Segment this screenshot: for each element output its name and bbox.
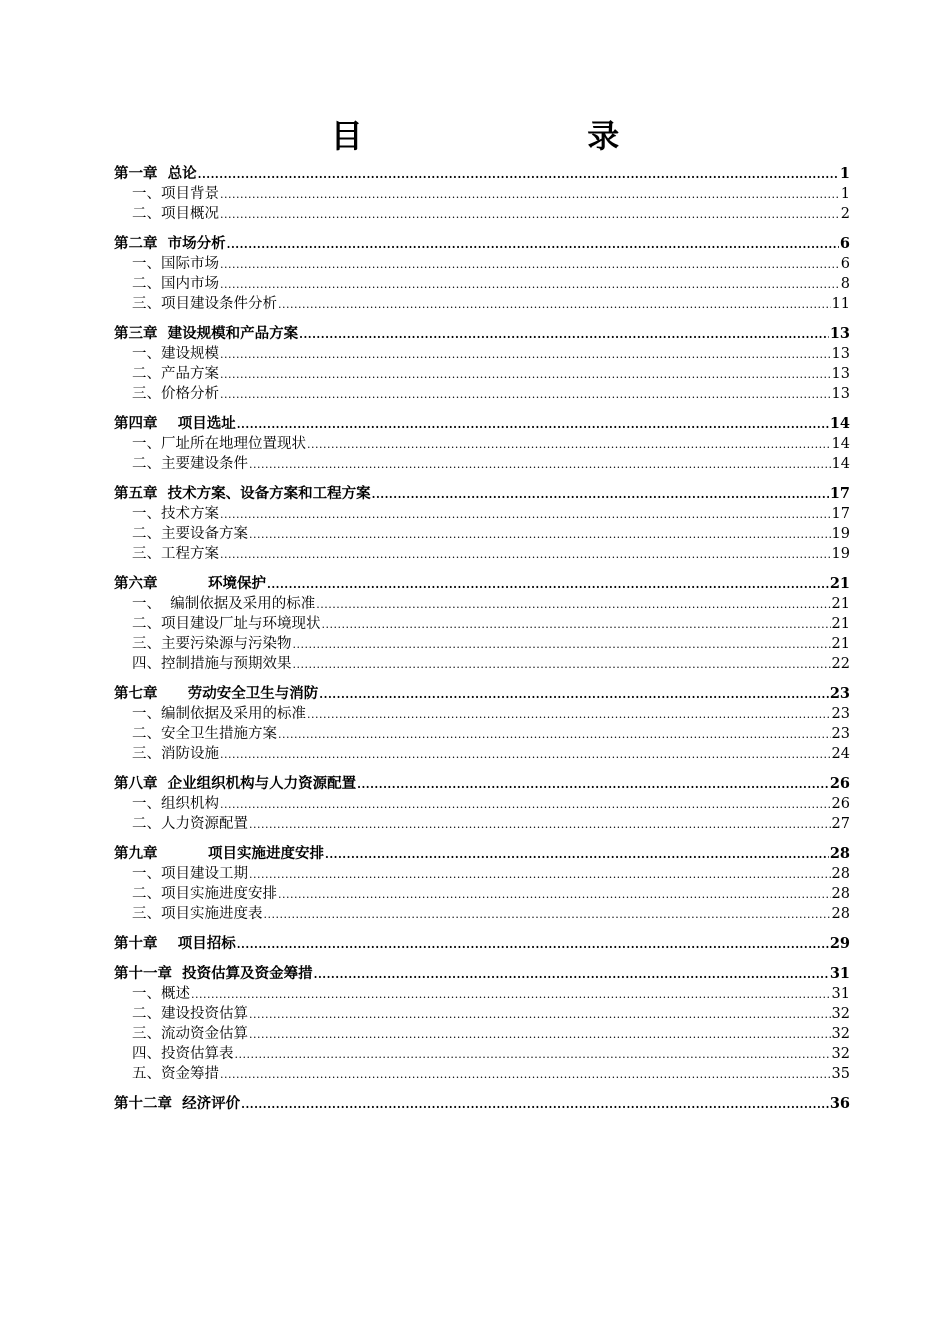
toc-page-number: 32 — [831, 1006, 850, 1022]
dot-leader — [325, 845, 829, 865]
toc-section-entry[interactable] — [114, 1064, 850, 1084]
dot-leader — [249, 455, 831, 475]
toc-section-entry[interactable] — [114, 1004, 850, 1024]
toc-section-entry[interactable] — [114, 204, 850, 224]
toc-chapter-entry[interactable] — [114, 574, 850, 594]
toc-page-number: 13 — [831, 386, 850, 402]
toc-page-number: 28 — [829, 845, 850, 862]
toc-entry-label: 二、建设投资估算 — [132, 1006, 248, 1022]
dot-leader — [220, 185, 840, 205]
dot-leader — [307, 435, 831, 455]
dot-leader — [293, 655, 831, 675]
toc-entry-label: 一、建设规模 — [132, 346, 219, 362]
toc-page-number: 22 — [831, 656, 850, 672]
dot-leader — [299, 325, 829, 345]
toc-page-number: 32 — [831, 1046, 850, 1062]
dot-leader — [319, 685, 829, 705]
dot-leader — [241, 1095, 829, 1115]
toc-section-entry[interactable] — [114, 614, 850, 634]
toc-entry-label: 一、国际市场 — [132, 256, 219, 272]
toc-entry-label: 第九章 项目实施进度安排 — [114, 845, 324, 862]
toc-section-entry[interactable] — [114, 544, 850, 564]
toc-chapter-entry[interactable] — [114, 324, 850, 344]
toc-entry-label: 第十一章 投资估算及资金筹措 — [114, 965, 313, 982]
toc-entry-label: 二、项目概况 — [132, 206, 219, 222]
toc-entry-label: 三、消防设施 — [132, 746, 219, 762]
toc-entry-label: 一、组织机构 — [132, 796, 219, 812]
toc-section-entry[interactable] — [114, 794, 850, 814]
dot-leader — [220, 345, 831, 365]
toc-page-number: 23 — [829, 685, 850, 702]
toc-chapter-entry[interactable] — [114, 1094, 850, 1114]
toc-page-number: 14 — [829, 415, 850, 432]
toc-section-entry[interactable] — [114, 634, 850, 654]
toc-section-entry[interactable] — [114, 984, 850, 1004]
toc-page-number: 13 — [831, 346, 850, 362]
dot-leader — [198, 165, 839, 185]
dot-leader — [220, 795, 831, 815]
toc-section-entry[interactable] — [114, 1024, 850, 1044]
toc-entry-label: 第八章 企业组织机构与人力资源配置 — [114, 775, 357, 792]
toc-chapter-entry[interactable] — [114, 164, 850, 184]
toc-entry-label: 第一章 总论 — [114, 165, 197, 182]
toc-section-entry[interactable] — [114, 904, 850, 924]
toc-page-number: 26 — [829, 775, 850, 792]
toc-page-number: 11 — [831, 296, 850, 312]
toc-page-number: 14 — [831, 456, 850, 472]
toc-chapter-entry[interactable] — [114, 964, 850, 984]
dot-leader — [220, 545, 831, 565]
toc-section-entry[interactable] — [114, 434, 850, 454]
toc-section-entry[interactable] — [114, 724, 850, 744]
toc-page-number: 28 — [831, 866, 850, 882]
toc-entry-label: 三、工程方案 — [132, 546, 219, 562]
toc-page-number: 21 — [831, 596, 850, 612]
dot-leader — [249, 815, 831, 835]
dot-leader — [278, 885, 831, 905]
table-of-contents — [114, 164, 850, 1114]
toc-section-entry[interactable] — [114, 524, 850, 544]
toc-entry-label: 第五章 技术方案、设备方案和工程方案 — [114, 485, 371, 502]
page-title: 目 录 — [330, 117, 656, 155]
toc-entry-label: 第七章 劳动安全卫生与消防 — [114, 685, 319, 702]
toc-page-number: 23 — [831, 706, 850, 722]
toc-page-number: 13 — [829, 325, 850, 342]
toc-chapter-entry[interactable] — [114, 684, 850, 704]
toc-chapter-entry[interactable] — [114, 414, 850, 434]
toc-page-number: 13 — [831, 366, 850, 382]
dot-leader — [237, 415, 829, 435]
toc-section-entry[interactable] — [114, 454, 850, 474]
toc-entry-label: 第十二章 经济评价 — [114, 1095, 241, 1112]
toc-page-number: 6 — [839, 235, 850, 252]
toc-entry-label: 二、主要建设条件 — [132, 456, 248, 472]
dot-leader — [267, 575, 829, 595]
toc-page-number: 21 — [829, 575, 850, 592]
toc-chapter-entry[interactable] — [114, 934, 850, 954]
toc-entry-label: 四、控制措施与预期效果 — [132, 656, 292, 672]
toc-entry-label: 三、主要污染源与污染物 — [132, 636, 292, 652]
toc-page-number: 21 — [831, 636, 850, 652]
toc-entry-label: 第六章 环境保护 — [114, 575, 266, 592]
toc-page-number: 21 — [831, 616, 850, 632]
dot-leader — [372, 485, 829, 505]
toc-page-number: 1 — [840, 186, 850, 202]
toc-page-number: 36 — [829, 1095, 850, 1112]
toc-page-number: 26 — [831, 796, 850, 812]
dot-leader — [264, 905, 831, 925]
toc-entry-label: 二、主要设备方案 — [132, 526, 248, 542]
toc-section-entry[interactable] — [114, 654, 850, 674]
toc-page-number: 19 — [831, 546, 850, 562]
toc-section-entry[interactable] — [114, 344, 850, 364]
toc-entry-label: 二、项目建设厂址与环境现状 — [132, 616, 321, 632]
dot-leader — [235, 1045, 831, 1065]
toc-entry-label: 五、资金筹措 — [132, 1066, 219, 1082]
toc-entry-label: 四、投资估算表 — [132, 1046, 234, 1062]
toc-chapter-entry[interactable] — [114, 774, 850, 794]
dot-leader — [191, 985, 831, 1005]
toc-page-number: 17 — [829, 485, 850, 502]
toc-entry-label: 三、价格分析 — [132, 386, 219, 402]
toc-entry-label: 二、国内市场 — [132, 276, 219, 292]
toc-page-number: 14 — [831, 436, 850, 452]
toc-section-entry[interactable] — [114, 274, 850, 294]
toc-page-number: 31 — [831, 986, 850, 1002]
toc-section-entry[interactable] — [114, 864, 850, 884]
toc-section-entry[interactable] — [114, 594, 850, 614]
toc-entry-label: 第三章 建设规模和产品方案 — [114, 325, 299, 342]
dot-leader — [278, 295, 831, 315]
toc-entry-label: 三、项目建设条件分析 — [132, 296, 277, 312]
dot-leader — [220, 255, 840, 275]
dot-leader — [237, 935, 829, 955]
toc-page-number: 27 — [831, 816, 850, 832]
toc-section-entry[interactable] — [114, 294, 850, 314]
toc-page-number: 32 — [831, 1026, 850, 1042]
dot-leader — [220, 365, 831, 385]
dot-leader — [293, 635, 831, 655]
dot-leader — [278, 725, 831, 745]
toc-page-number: 28 — [831, 906, 850, 922]
toc-page-number: 24 — [831, 746, 850, 762]
dot-leader — [322, 615, 831, 635]
toc-section-entry[interactable] — [114, 384, 850, 404]
toc-page-number: 19 — [831, 526, 850, 542]
toc-section-entry[interactable] — [114, 744, 850, 764]
toc-entry-label: 三、流动资金估算 — [132, 1026, 248, 1042]
toc-chapter-entry[interactable] — [114, 484, 850, 504]
toc-page-number: 2 — [840, 206, 850, 222]
toc-page-number: 35 — [831, 1066, 850, 1082]
dot-leader — [220, 745, 831, 765]
toc-page-number: 31 — [829, 965, 850, 982]
toc-section-entry[interactable] — [114, 814, 850, 834]
toc-entry-label: 第四章 项目选址 — [114, 415, 236, 432]
toc-entry-label: 三、项目实施进度表 — [132, 906, 263, 922]
toc-entry-label: 第十章 项目招标 — [114, 935, 236, 952]
toc-entry-label: 一、 编制依据及采用的标准 — [132, 596, 316, 612]
toc-entry-label: 一、编制依据及采用的标准 — [132, 706, 306, 722]
toc-section-entry[interactable] — [114, 184, 850, 204]
dot-leader — [249, 1025, 831, 1045]
toc-page-number: 8 — [840, 276, 850, 292]
toc-chapter-entry[interactable] — [114, 234, 850, 254]
toc-page-number: 1 — [839, 165, 850, 182]
toc-section-entry[interactable] — [114, 504, 850, 524]
toc-section-entry[interactable] — [114, 254, 850, 274]
toc-section-entry[interactable] — [114, 364, 850, 384]
dot-leader — [357, 775, 829, 795]
dot-leader — [249, 865, 831, 885]
toc-section-entry[interactable] — [114, 1044, 850, 1064]
dot-leader — [316, 595, 830, 615]
dot-leader — [220, 275, 840, 295]
toc-page-number: 6 — [840, 256, 850, 272]
toc-section-entry[interactable] — [114, 704, 850, 724]
toc-entry-label: 一、概述 — [132, 986, 190, 1002]
dot-leader — [249, 1005, 831, 1025]
toc-page-number: 17 — [831, 506, 850, 522]
toc-entry-label: 二、产品方案 — [132, 366, 219, 382]
toc-entry-label: 一、项目背景 — [132, 186, 219, 202]
toc-entry-label: 二、安全卫生措施方案 — [132, 726, 277, 742]
toc-entry-label: 一、项目建设工期 — [132, 866, 248, 882]
toc-entry-label: 一、厂址所在地理位置现状 — [132, 436, 306, 452]
dot-leader — [220, 1065, 831, 1085]
dot-leader — [220, 385, 831, 405]
dot-leader — [314, 965, 829, 985]
toc-page-number: 23 — [831, 726, 850, 742]
dot-leader — [249, 525, 831, 545]
toc-chapter-entry[interactable] — [114, 844, 850, 864]
dot-leader — [307, 705, 831, 725]
dot-leader — [220, 505, 831, 525]
toc-entry-label: 二、项目实施进度安排 — [132, 886, 277, 902]
toc-entry-label: 第二章 市场分析 — [114, 235, 226, 252]
toc-entry-label: 二、人力资源配置 — [132, 816, 248, 832]
dot-leader — [220, 205, 840, 225]
toc-entry-label: 一、技术方案 — [132, 506, 219, 522]
toc-section-entry[interactable] — [114, 884, 850, 904]
toc-page-number: 28 — [831, 886, 850, 902]
toc-page-number: 29 — [829, 935, 850, 952]
dot-leader — [227, 235, 839, 255]
